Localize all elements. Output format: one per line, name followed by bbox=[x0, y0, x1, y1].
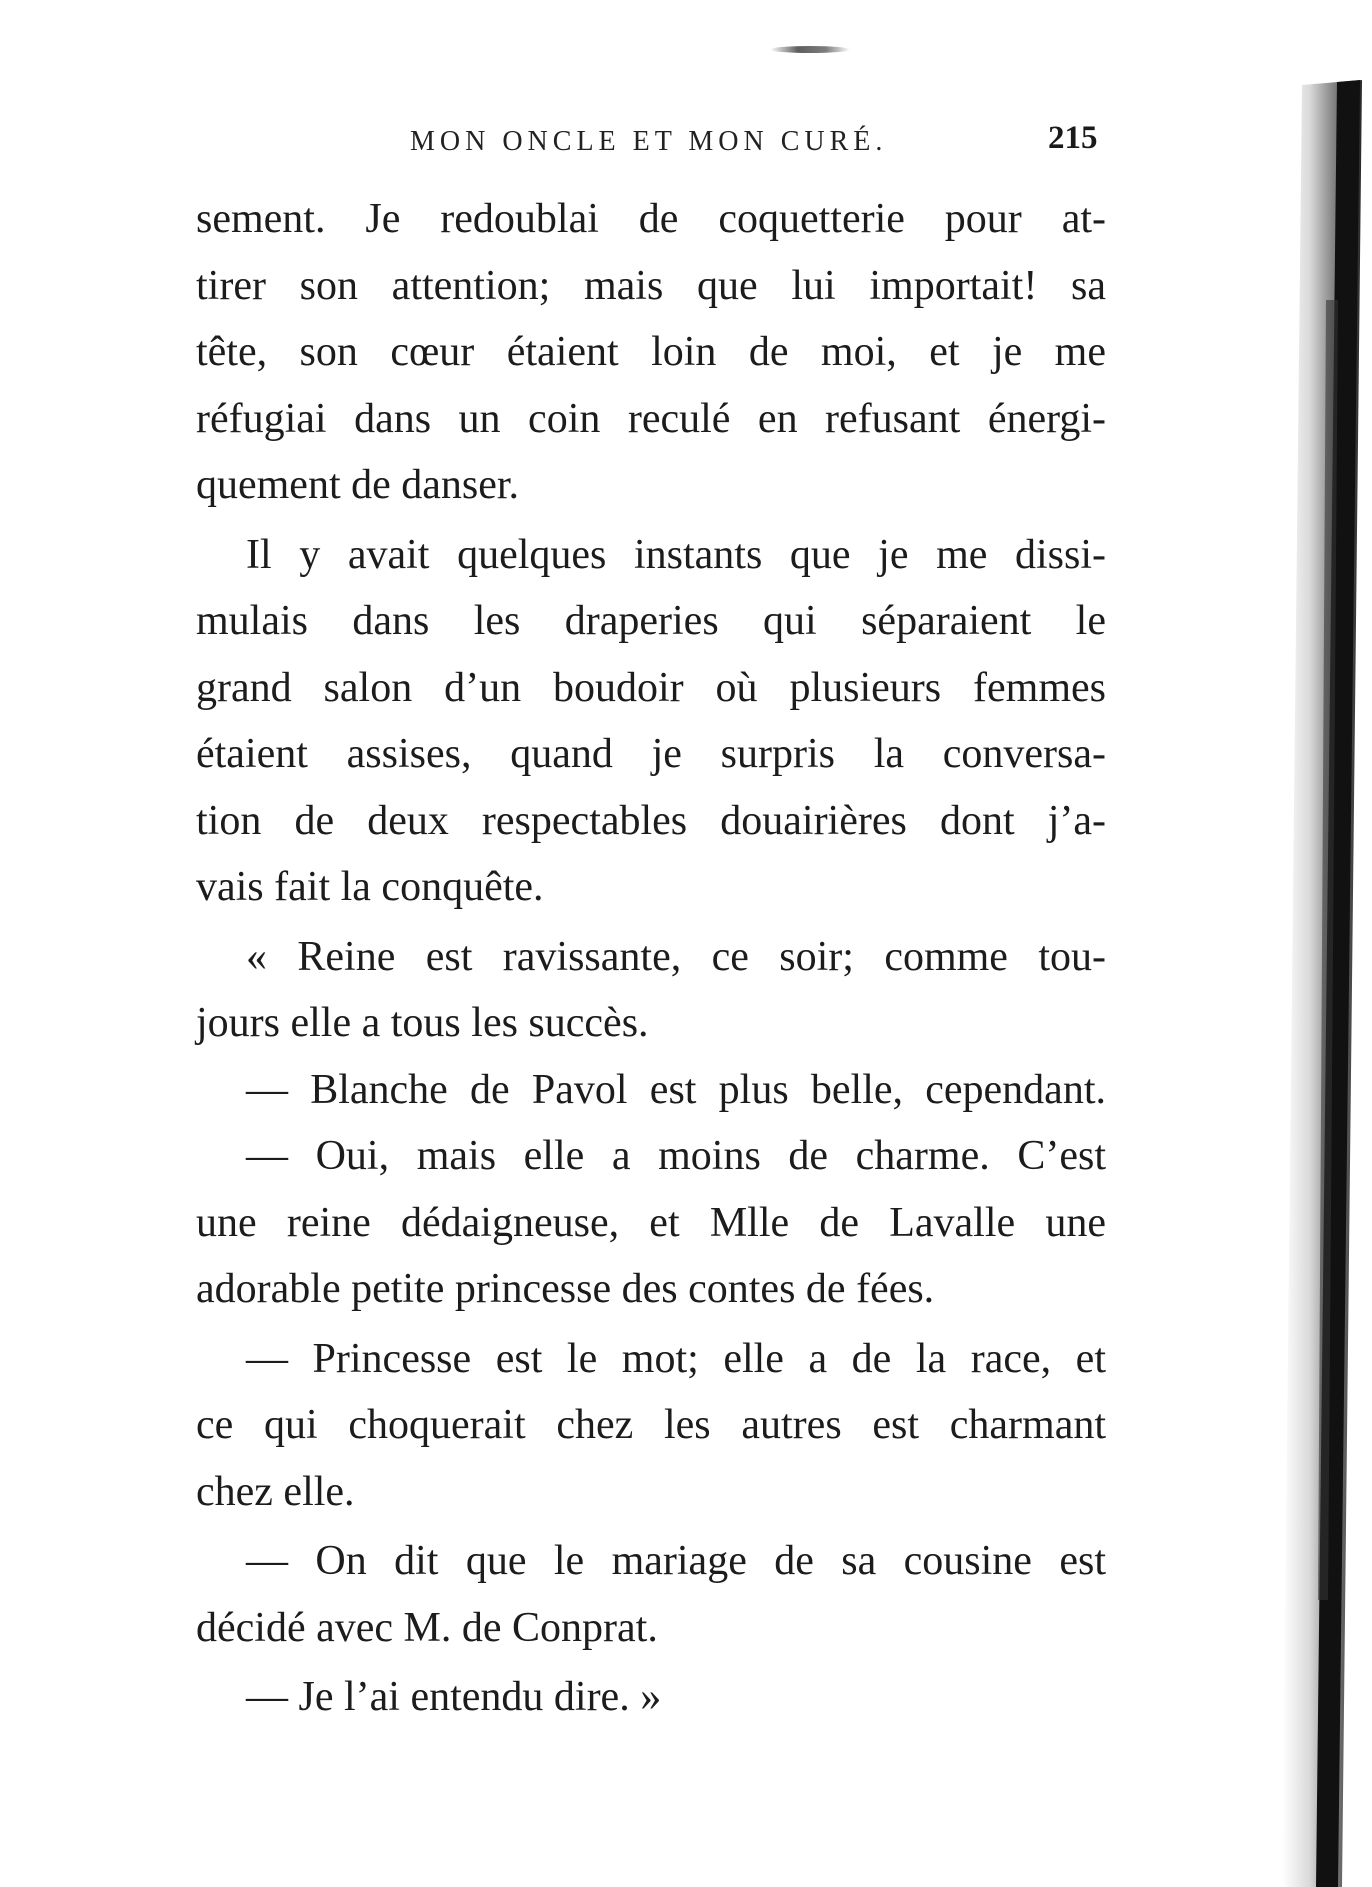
text-line: chez elle. bbox=[196, 1468, 355, 1515]
text-line: — On dit que le mariage de sa cousine est bbox=[246, 1538, 1106, 1584]
ink-smudge bbox=[770, 46, 850, 53]
text-line: tion de deux respectables douairières dont j’a- bbox=[196, 797, 1106, 844]
text-line: tête, son cœur étaient loin de moi, et je me bbox=[196, 329, 1106, 375]
text-line: étaient assises, quand je surpris la conversa- bbox=[196, 731, 1106, 777]
text-line: « Reine est ravissante, ce soir; comme tou- bbox=[246, 933, 1106, 980]
gutter-shadow-graphic bbox=[1242, 0, 1372, 1887]
text-line: jours elle a tous les succès. bbox=[196, 1000, 649, 1046]
body-text bbox=[196, 186, 1106, 1731]
text-line: mulais dans les draperies qui séparaient le bbox=[196, 598, 1106, 644]
page-gutter-shadow bbox=[1242, 0, 1372, 1887]
running-title: MON ONCLE ET MON CURÉ. bbox=[410, 126, 888, 157]
text-line: sement. Je redoublai de coquetterie pour at- bbox=[196, 196, 1106, 242]
text-line: Il y avait quelques instants que je me dissi- bbox=[246, 531, 1106, 578]
page-number: 215 bbox=[1048, 120, 1098, 156]
text-line: grand salon d’un boudoir où plusieurs femmes bbox=[196, 664, 1106, 711]
text-line: décidé avec M. de Conprat. bbox=[196, 1604, 658, 1651]
text-line: — Blanche de Pavol est plus belle, cependant. bbox=[246, 1066, 1106, 1113]
text-line: — Je l’ai entendu dire. » bbox=[246, 1674, 662, 1720]
text-line: — Oui, mais elle a moins de charme. C’est bbox=[246, 1133, 1106, 1179]
text-line: ce qui choquerait chez les autres est charmant bbox=[196, 1402, 1106, 1448]
text-line: tirer son attention; mais que lui importait! sa bbox=[196, 262, 1106, 309]
text-line: réfugiai dans un coin reculé en refusant énergi- bbox=[196, 395, 1106, 442]
text-line: adorable petite princesse des contes de fées. bbox=[196, 1266, 935, 1312]
text-line: quement de danser. bbox=[196, 462, 520, 508]
text-line: — Princesse est le mot; elle a de la race, et bbox=[246, 1335, 1106, 1382]
text-line: une reine dédaigneuse, et Mlle de Lavalle une bbox=[196, 1199, 1106, 1246]
text-line: vais fait la conquête. bbox=[196, 864, 544, 910]
